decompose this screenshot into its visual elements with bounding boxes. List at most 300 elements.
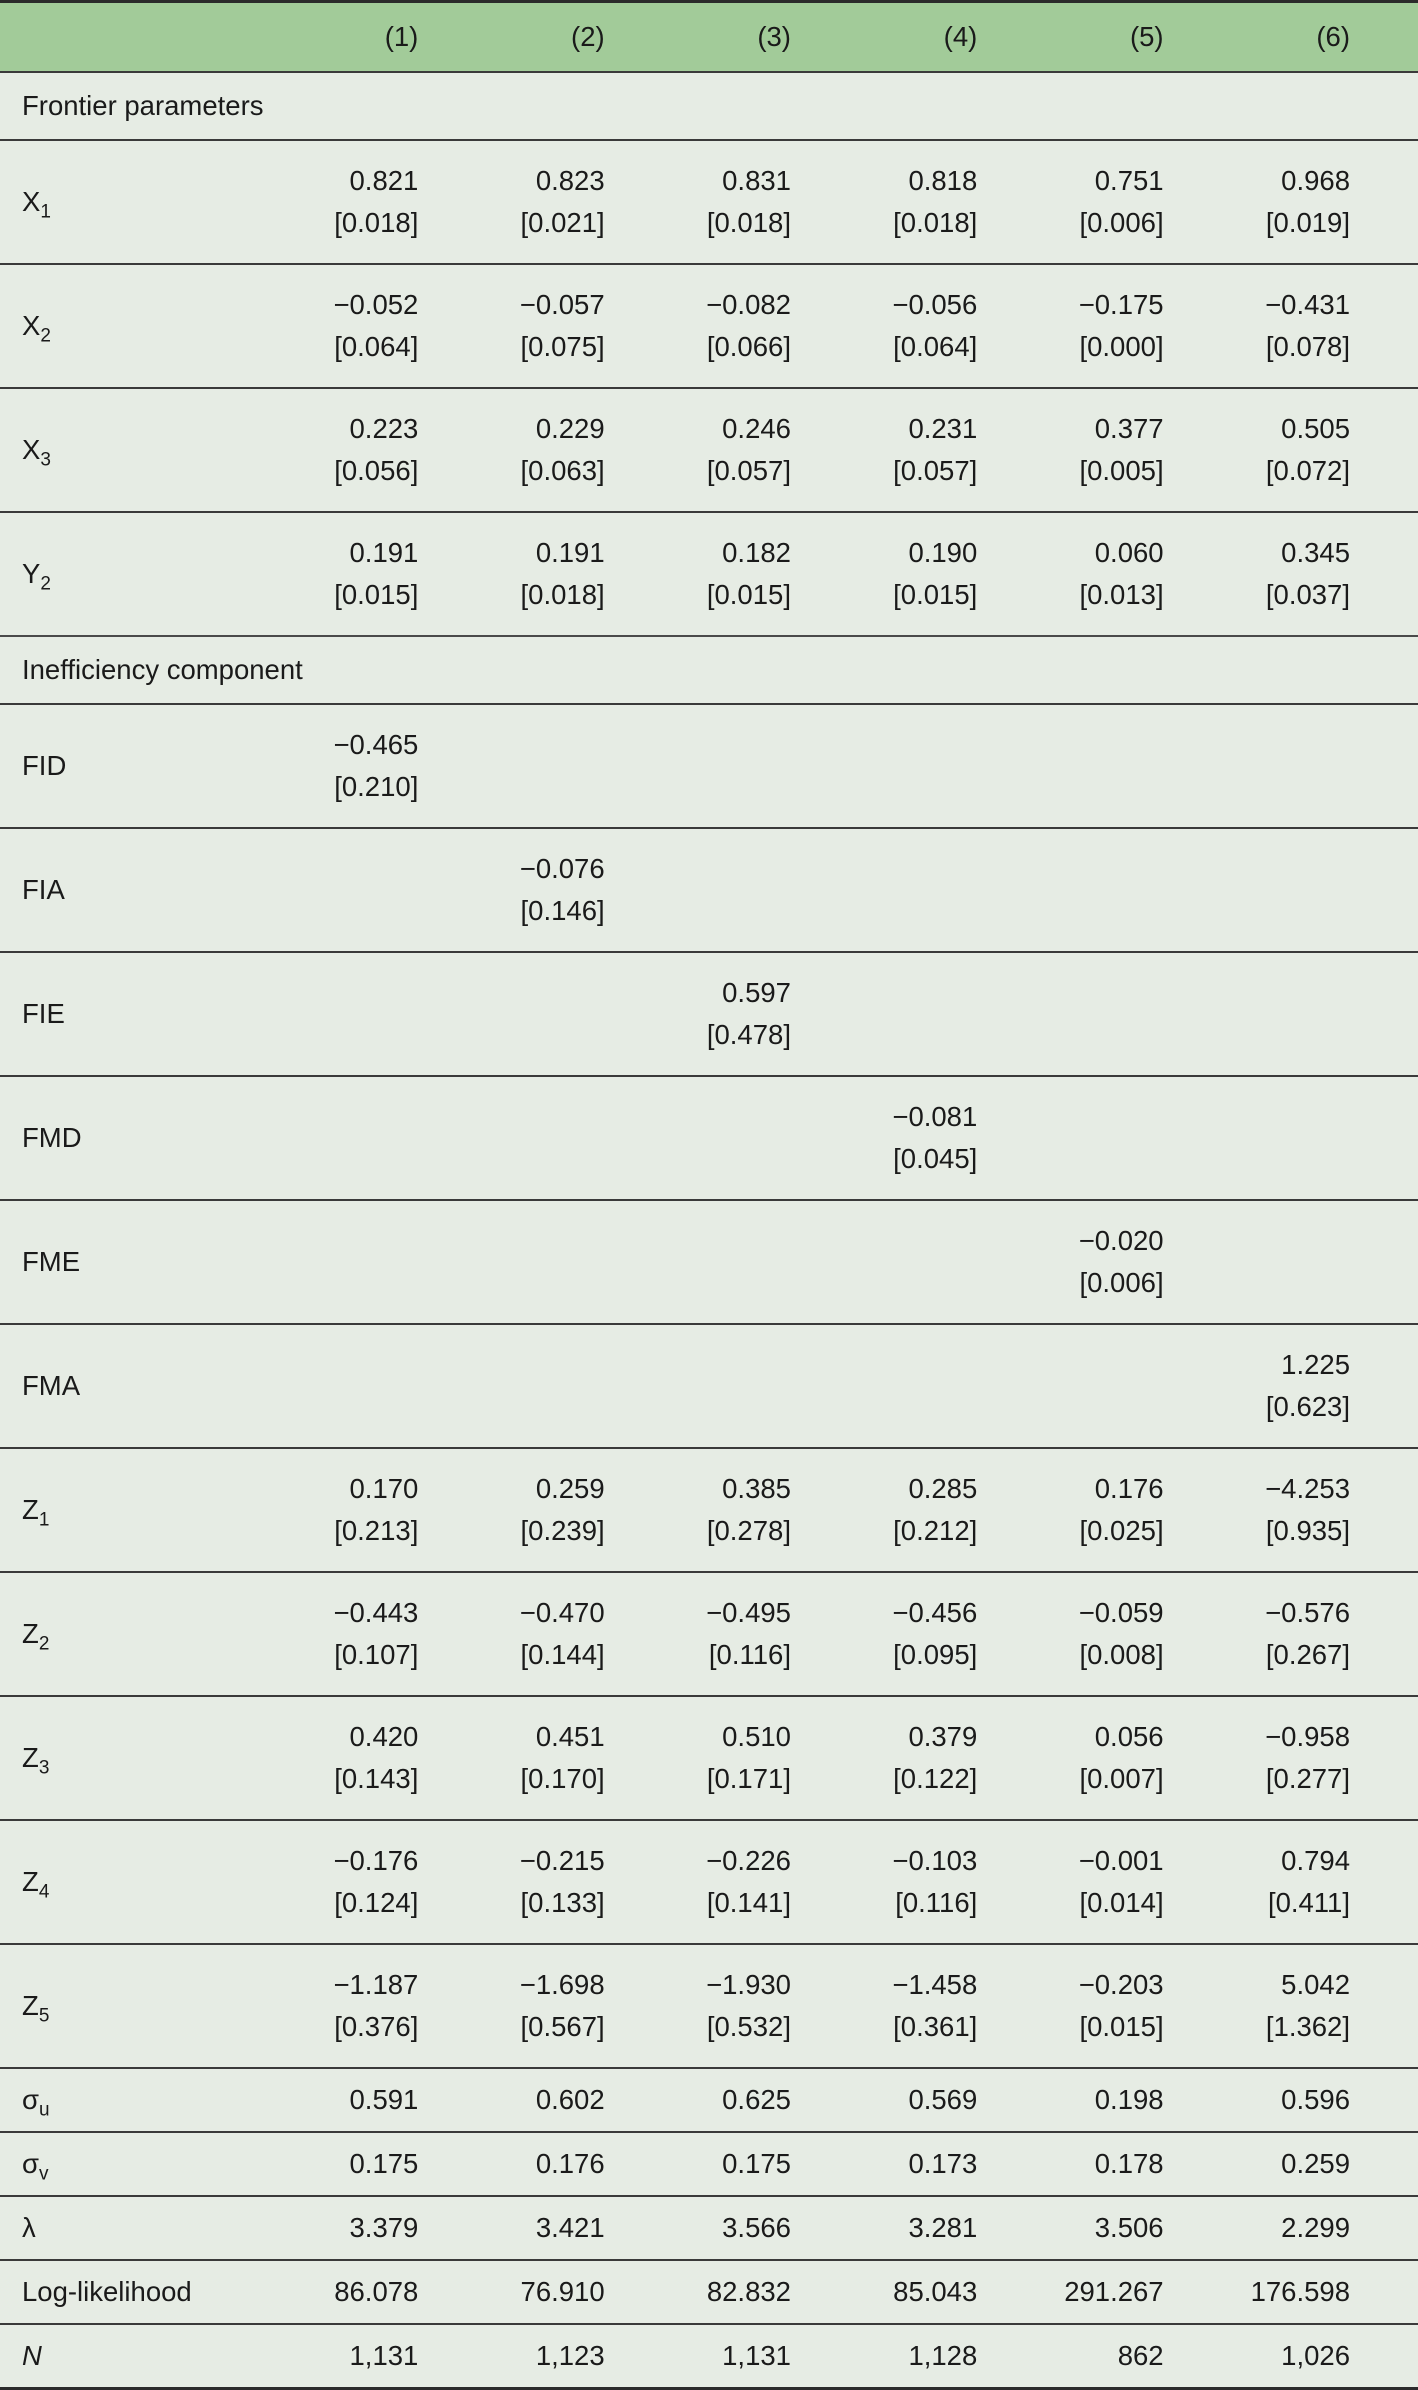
standard-error-value: [0.478] (706, 1019, 791, 1050)
coefficient-value: 0.823 (535, 164, 605, 196)
cell-c2 (486, 1572, 672, 1696)
coefficient-value: 0.818 (908, 164, 978, 196)
row-label (0, 512, 300, 636)
coefficient-value: −0.456 (892, 1596, 978, 1628)
cell-c4 (859, 140, 1045, 264)
cell-c4 (859, 1696, 1045, 1820)
coefficient-value: 0.229 (535, 412, 605, 444)
cell-stack (673, 1381, 791, 1391)
row-label-subscript: 3 (40, 449, 51, 471)
cell-stack (300, 537, 418, 612)
cell-stack (486, 761, 604, 771)
row-label-text: Z (22, 1617, 39, 1649)
cell-c5 (1045, 1076, 1231, 1200)
standard-error-value: [0.008] (1079, 1639, 1164, 1670)
coefficient-value: 0.060 (1094, 536, 1164, 568)
cell-stack (859, 2148, 977, 2180)
coefficient-value: 0.176 (1094, 1472, 1164, 1504)
cell-c6 (1232, 2324, 1418, 2389)
table-row (0, 2260, 1418, 2324)
cell-stack (1045, 1473, 1163, 1548)
coefficient-value: 0.231 (908, 412, 978, 444)
coefficient-value: 3.379 (349, 2211, 419, 2243)
coefficient-value: 2.299 (1281, 2211, 1350, 2243)
cell-stack (486, 289, 604, 364)
row-label-text: X (22, 185, 41, 217)
coefficient-value: −0.057 (519, 288, 605, 320)
section-title-inefficiency: Inefficiency component (0, 636, 1418, 704)
cell-c1 (300, 828, 486, 952)
coefficient-value: −0.203 (1078, 1968, 1164, 2000)
cell-c4 (859, 2260, 1045, 2324)
cell-c5 (1045, 1944, 1231, 2068)
cell-stack (673, 2148, 791, 2180)
table-row (0, 1944, 1418, 2068)
cell-stack (1045, 761, 1163, 771)
cell-stack (673, 1969, 791, 2044)
coefficient-value: 0.831 (722, 164, 791, 196)
row-label (0, 2068, 300, 2132)
cell-c6 (1232, 952, 1418, 1076)
row-label-text: Z (22, 1741, 39, 1773)
standard-error-value: [0.532] (706, 2011, 791, 2042)
cell-stack (859, 761, 977, 771)
cell-c1 (300, 704, 486, 828)
coefficient-value: 82.832 (706, 2275, 791, 2307)
cell-c6 (1232, 1944, 1418, 2068)
header-corner-cell (0, 2, 300, 73)
standard-error-value: [0.116] (708, 1639, 791, 1670)
row-label-subscript: 2 (40, 325, 51, 347)
cell-stack (859, 2212, 977, 2244)
cell-c5 (1045, 1820, 1231, 1944)
cell-stack (300, 2084, 418, 2116)
coefficient-value: 176.598 (1250, 2275, 1350, 2307)
cell-c3 (673, 1448, 859, 1572)
cell-c2 (486, 2132, 672, 2196)
cell-c6 (1232, 1820, 1418, 1944)
cell-c3 (673, 1200, 859, 1324)
coefficient-value: 85.043 (893, 2275, 978, 2307)
cell-stack (486, 1845, 604, 1920)
cell-stack (859, 2084, 977, 2116)
cell-c4 (859, 1820, 1045, 1944)
cell-stack (300, 2148, 418, 2180)
coefficient-value: −0.443 (333, 1596, 419, 1628)
coefficient-value: 0.451 (535, 1720, 605, 1752)
cell-c2 (486, 1200, 672, 1324)
cell-stack (859, 885, 977, 895)
standard-error-value: [0.376] (334, 2011, 419, 2042)
standard-error-value: [0.056] (334, 455, 419, 486)
row-label (0, 388, 300, 512)
cell-c4 (859, 952, 1045, 1076)
table-row (0, 2196, 1418, 2260)
table-header (0, 2, 1418, 73)
cell-c1 (300, 2324, 486, 2389)
coefficient-value: 0.175 (349, 2147, 419, 2179)
cell-stack (859, 1009, 977, 1019)
cell-stack (859, 1597, 977, 1672)
cell-c3 (673, 2132, 859, 2196)
standard-error-value: [0.015] (1079, 2011, 1164, 2042)
cell-c4 (859, 1200, 1045, 1324)
cell-stack (1045, 1969, 1163, 2044)
standard-error-value: [0.018] (334, 207, 419, 238)
cell-c2 (486, 952, 672, 1076)
row-label (0, 1944, 300, 2068)
standard-error-value: [0.037] (1265, 579, 1350, 610)
standard-error-value: [0.072] (1265, 455, 1350, 486)
coefficient-value: 0.596 (1281, 2083, 1350, 2115)
cell-stack (1232, 1133, 1350, 1143)
coefficient-value: −0.175 (1078, 288, 1164, 320)
cell-stack (300, 2276, 418, 2308)
cell-stack (859, 1381, 977, 1391)
cell-c5 (1045, 2068, 1231, 2132)
row-label-subscript: v (38, 2163, 49, 2185)
cell-c1 (300, 2260, 486, 2324)
row-label (0, 1324, 300, 1448)
standard-error-value: [0.064] (334, 331, 419, 362)
table-row (0, 1572, 1418, 1696)
row-label (0, 1200, 300, 1324)
row-label-text: FID (22, 749, 67, 781)
cell-c3 (673, 1076, 859, 1200)
coefficient-value: 862 (1117, 2339, 1164, 2371)
cell-c1 (300, 2132, 486, 2196)
row-label-subscript: 1 (40, 201, 51, 223)
cell-stack (1232, 165, 1350, 240)
row-label-text: Z (22, 1989, 39, 2021)
cell-stack (859, 2340, 977, 2372)
cell-stack (1045, 1133, 1163, 1143)
coefficient-value: −0.082 (706, 288, 791, 320)
column-header-6: (6) (1316, 20, 1350, 52)
row-label-subscript: u (38, 2099, 50, 2121)
cell-stack (673, 1133, 791, 1143)
standard-error-value: [0.014] (1079, 1887, 1164, 1918)
cell-c6 (1232, 1324, 1418, 1448)
table-row (0, 952, 1418, 1076)
cell-c2 (486, 1820, 672, 1944)
cell-stack (486, 1381, 604, 1391)
coefficient-value: 3.506 (1094, 2211, 1164, 2243)
cell-stack (300, 885, 418, 895)
cell-stack (859, 413, 977, 488)
standard-error-value: [0.567] (520, 2011, 605, 2042)
cell-stack (859, 1473, 977, 1548)
cell-stack (1232, 1257, 1350, 1267)
cell-c4 (859, 1572, 1045, 1696)
table-row (0, 2068, 1418, 2132)
cell-c5 (1045, 952, 1231, 1076)
cell-stack (859, 289, 977, 364)
cell-stack (300, 1473, 418, 1548)
cell-stack (300, 1969, 418, 2044)
coefficient-value: 3.566 (722, 2211, 791, 2243)
cell-stack (1045, 2084, 1163, 2116)
cell-stack (673, 413, 791, 488)
cell-stack (486, 1473, 604, 1548)
row-label (0, 2324, 300, 2389)
cell-stack (300, 1009, 418, 1019)
cell-stack (1045, 413, 1163, 488)
cell-c3 (673, 828, 859, 952)
standard-error-value: [0.006] (1079, 1267, 1164, 1298)
cell-stack (1232, 1721, 1350, 1796)
cell-c5 (1045, 704, 1231, 828)
cell-stack (673, 885, 791, 895)
coefficient-value: −1.187 (333, 1968, 419, 2000)
table-row (0, 264, 1418, 388)
cell-c5 (1045, 1696, 1231, 1820)
cell-c6 (1232, 2132, 1418, 2196)
cell-c5 (1045, 2260, 1231, 2324)
cell-stack (1232, 413, 1350, 488)
table-row (0, 1076, 1418, 1200)
coefficient-value: 0.246 (722, 412, 791, 444)
cell-stack (673, 537, 791, 612)
standard-error-value: [0.411] (1267, 1887, 1350, 1918)
standard-error-value: [0.267] (1265, 1639, 1350, 1670)
cell-stack (673, 761, 791, 771)
table-row (0, 140, 1418, 264)
coefficient-value: −0.001 (1078, 1844, 1164, 1876)
cell-stack (1045, 885, 1163, 895)
cell-stack (1232, 1969, 1350, 2044)
coefficient-value: −0.431 (1265, 288, 1350, 320)
cell-c6 (1232, 1696, 1418, 1820)
cell-stack (1045, 2212, 1163, 2244)
cell-c6 (1232, 140, 1418, 264)
row-label-text: Z (22, 1493, 39, 1525)
cell-stack (486, 2276, 604, 2308)
row-label-text: σ (22, 2083, 39, 2115)
coefficient-value: −0.076 (519, 852, 605, 884)
standard-error-value: [0.146] (520, 895, 605, 926)
cell-stack (1045, 2276, 1163, 2308)
table-row (0, 704, 1418, 828)
cell-stack (1045, 1381, 1163, 1391)
coefficient-value: −1.698 (519, 1968, 605, 2000)
coefficient-value: 0.191 (535, 536, 605, 568)
coefficient-value: 0.175 (722, 2147, 791, 2179)
cell-stack (673, 2340, 791, 2372)
cell-c2 (486, 2260, 672, 2324)
cell-c1 (300, 388, 486, 512)
coefficient-value: 0.056 (1094, 1720, 1164, 1752)
row-label (0, 1696, 300, 1820)
column-header-2: (2) (571, 20, 605, 52)
standard-error-value: [0.021] (520, 207, 605, 238)
coefficient-value: 0.178 (1094, 2147, 1164, 2179)
cell-stack (1045, 1225, 1163, 1300)
cell-stack (859, 1101, 977, 1176)
cell-stack (1232, 1349, 1350, 1424)
cell-stack (1232, 761, 1350, 771)
coefficient-value: 0.569 (908, 2083, 978, 2115)
coefficient-value: 1,128 (908, 2339, 978, 2371)
coefficient-value: −0.495 (706, 1596, 791, 1628)
row-label (0, 828, 300, 952)
standard-error-value: [0.107] (334, 1639, 419, 1670)
standard-error-value: [0.005] (1079, 455, 1164, 486)
cell-stack (859, 537, 977, 612)
cell-c5 (1045, 264, 1231, 388)
section-header-row-inefficiency (0, 636, 1418, 704)
cell-stack (1232, 2340, 1350, 2372)
cell-c5 (1045, 140, 1231, 264)
standard-error-value: [0.075] (520, 331, 605, 362)
cell-c5 (1045, 2132, 1231, 2196)
coefficient-value: −0.103 (892, 1844, 978, 1876)
cell-c4 (859, 1448, 1045, 1572)
table-row (0, 1696, 1418, 1820)
cell-stack (300, 1381, 418, 1391)
coefficient-value: 1,131 (722, 2339, 791, 2371)
coefficient-value: 1,123 (535, 2339, 605, 2371)
row-label-text: λ (22, 2211, 36, 2243)
cell-c1 (300, 1696, 486, 1820)
cell-stack (1045, 2148, 1163, 2180)
cell-c2 (486, 1324, 672, 1448)
cell-c6 (1232, 2260, 1418, 2324)
cell-c6 (1232, 512, 1418, 636)
cell-c5 (1045, 2324, 1231, 2389)
coefficient-value: −0.470 (519, 1596, 605, 1628)
standard-error-value: [0.078] (1265, 331, 1350, 362)
cell-c5 (1045, 1324, 1231, 1448)
cell-stack (300, 729, 418, 804)
cell-stack (1045, 165, 1163, 240)
standard-error-value: [0.210] (334, 771, 419, 802)
row-label-subscript: 4 (38, 1881, 50, 1903)
cell-stack (673, 977, 791, 1052)
cell-c6 (1232, 2196, 1418, 2260)
cell-c6 (1232, 828, 1418, 952)
row-label (0, 1572, 300, 1696)
standard-error-value: [0.015] (334, 579, 419, 610)
coefficient-value: 1,131 (349, 2339, 419, 2371)
cell-stack (673, 165, 791, 240)
cell-stack (1232, 1597, 1350, 1672)
cell-stack (1045, 1597, 1163, 1672)
coefficient-value: 0.968 (1281, 164, 1350, 196)
cell-stack (486, 537, 604, 612)
column-header-4: (4) (943, 20, 978, 52)
row-label-text: X (22, 309, 41, 341)
coefficient-value: 0.259 (1281, 2147, 1350, 2179)
row-label-subscript: 2 (40, 573, 51, 595)
cell-c6 (1232, 264, 1418, 388)
cell-c6 (1232, 1200, 1418, 1324)
cell-stack (486, 2148, 604, 2180)
standard-error-value: [0.013] (1079, 579, 1164, 610)
row-label-text: FME (22, 1245, 81, 1277)
cell-stack (300, 1721, 418, 1796)
coefficient-value: 0.505 (1281, 412, 1350, 444)
cell-stack (1045, 289, 1163, 364)
coefficient-value: 0.385 (722, 1472, 791, 1504)
cell-c4 (859, 2068, 1045, 2132)
row-label-subscript: 3 (38, 1757, 50, 1779)
cell-stack (300, 289, 418, 364)
cell-c1 (300, 1324, 486, 1448)
row-label (0, 264, 300, 388)
cell-c3 (673, 388, 859, 512)
cell-c3 (673, 1696, 859, 1820)
coefficient-value: −4.253 (1265, 1472, 1350, 1504)
cell-c3 (673, 2324, 859, 2389)
standard-error-value: [0.212] (893, 1515, 978, 1546)
row-label-text: Log-likelihood (22, 2275, 192, 2307)
cell-c2 (486, 2068, 672, 2132)
cell-stack (486, 1257, 604, 1267)
table-row (0, 1200, 1418, 1324)
coefficient-value: 1.225 (1281, 1348, 1350, 1380)
cell-c3 (673, 1944, 859, 2068)
cell-stack (486, 1597, 604, 1672)
row-label-subscript: 1 (38, 1509, 50, 1531)
standard-error-value: [0.116] (895, 1887, 978, 1918)
cell-c3 (673, 704, 859, 828)
standard-error-value: [0.143] (334, 1763, 419, 1794)
cell-c1 (300, 1448, 486, 1572)
cell-c4 (859, 2324, 1045, 2389)
coefficient-value: −0.465 (333, 728, 419, 760)
cell-c2 (486, 1448, 672, 1572)
cell-stack (486, 1721, 604, 1796)
cell-c1 (300, 140, 486, 264)
cell-c3 (673, 2196, 859, 2260)
coefficient-value: 0.170 (349, 1472, 419, 1504)
cell-c2 (486, 512, 672, 636)
cell-stack (1232, 885, 1350, 895)
cell-c4 (859, 828, 1045, 952)
section-header-row-frontier (0, 72, 1418, 140)
cell-c2 (486, 828, 672, 952)
cell-stack (1045, 2340, 1163, 2372)
cell-c6 (1232, 388, 1418, 512)
cell-stack (859, 1969, 977, 2044)
coefficient-value: −0.081 (892, 1100, 978, 1132)
row-label (0, 2132, 300, 2196)
coefficient-value: 0.173 (908, 2147, 978, 2179)
coefficient-value: −0.226 (706, 1844, 791, 1876)
coefficient-value: 0.191 (349, 536, 419, 568)
cell-c3 (673, 2260, 859, 2324)
standard-error-value: [0.133] (520, 1887, 605, 1918)
row-label-text: FIA (22, 873, 65, 905)
cell-stack (300, 1845, 418, 1920)
standard-error-value: [0.095] (893, 1639, 978, 1670)
cell-c6 (1232, 1572, 1418, 1696)
table-row (0, 2132, 1418, 2196)
cell-c2 (486, 140, 672, 264)
standard-error-value: [0.063] (520, 455, 605, 486)
cell-stack (1232, 2148, 1350, 2180)
table-row (0, 1820, 1418, 1944)
cell-c4 (859, 2196, 1045, 2260)
cell-c3 (673, 264, 859, 388)
cell-c2 (486, 1696, 672, 1820)
cell-stack (300, 1133, 418, 1143)
row-label-text: FMA (22, 1369, 81, 1401)
row-label (0, 1448, 300, 1572)
cell-c1 (300, 264, 486, 388)
cell-stack (1045, 537, 1163, 612)
